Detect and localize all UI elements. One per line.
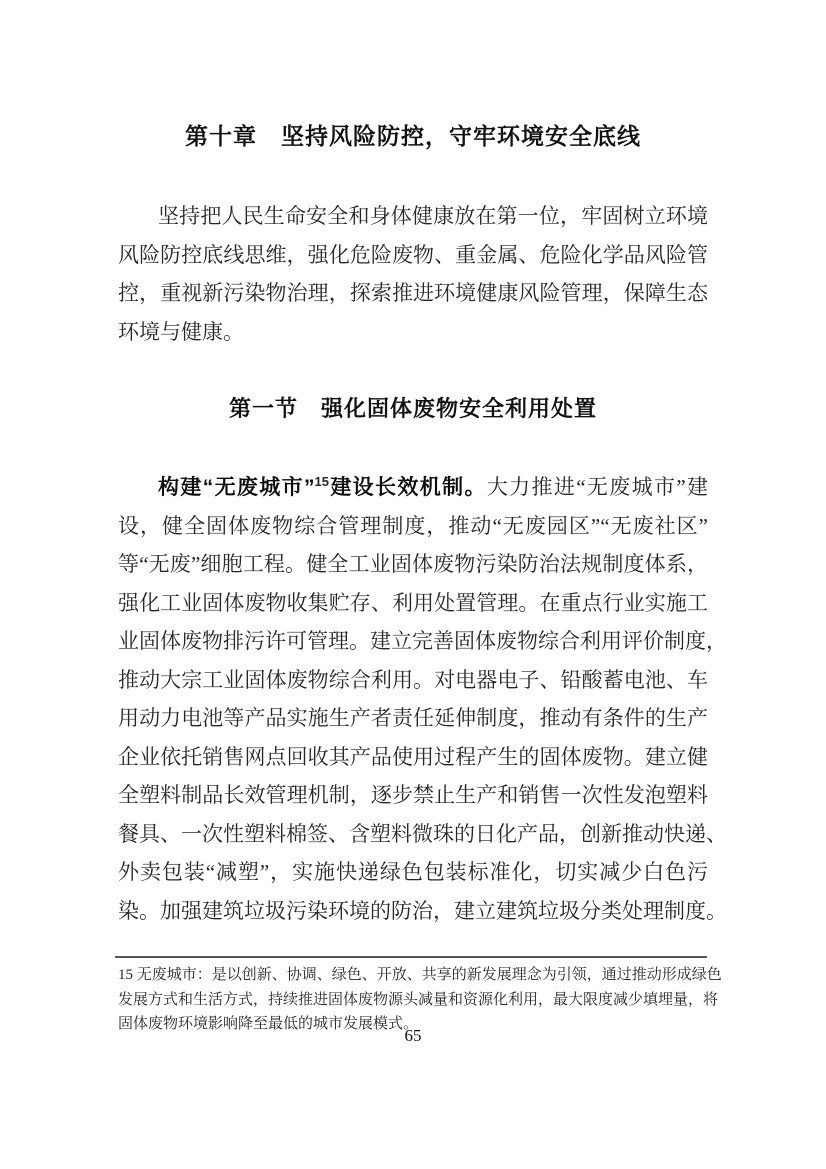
text-line: 控，重视新污染物治理，探索推进环境健康风险管理，保障生态 bbox=[118, 281, 708, 305]
section-title: 第一节 强化固体废物安全利用处置 bbox=[228, 396, 597, 421]
paragraph-first-line bbox=[118, 468, 708, 507]
text-line: 全塑料制品长效管理机制，逐步禁止生产和销售一次性发泡塑料 bbox=[118, 783, 708, 807]
text-line: 固体废物环境影响降至最低的城市发展模式。 bbox=[118, 1016, 419, 1033]
text-line: 坚持把人民生命安全和身体健康放在第一位，牢固树立环境 bbox=[158, 204, 708, 228]
first-line-regular-text: 大力推进“无废城市”建 bbox=[486, 475, 709, 499]
section-paragraph bbox=[118, 468, 727, 930]
footnote-reference: 15 bbox=[314, 474, 329, 489]
text-line: 15 无废城市：是以创新、协调、绿色、开放、共享的新发展理念为引领，通过推动形成绿色 bbox=[118, 967, 722, 983]
footnote-divider bbox=[115, 956, 707, 958]
text-line: 强化工业固体废物收集贮存、利用处置管理。在重点行业实施工 bbox=[118, 590, 708, 615]
text-line: 业固体废物排污许可管理。建立完善固体废物综合利用评价制度， bbox=[118, 629, 727, 653]
chapter-intro-paragraph bbox=[118, 197, 708, 351]
text-line: 等“无废”细胞工程。健全工业固体废物污染防治法规制度体系， bbox=[118, 552, 708, 576]
text-line: 染。加强建筑垃圾污染环境的防治，建立建筑垃圾分类处理制度。 bbox=[118, 898, 727, 923]
page-content bbox=[118, 0, 727, 1169]
text-line: 餐具、一次性塑料棉签、含塑料微珠的日化产品，创新推动快递、 bbox=[118, 821, 727, 846]
text-line: 设，健全固体废物综合管理制度，推动“无废园区”“无废社区” bbox=[118, 513, 708, 538]
text-line: 发展方式和生活方式，持续推进固体废物源头减量和资源化利用，最大限度减少填埋量，将 bbox=[118, 991, 719, 1008]
bold-lead-text-after: 建设长效机制。 bbox=[328, 476, 487, 499]
text-line: 外卖包装“减塑”，实施快递绿色包装标准化，切实减少白色污 bbox=[118, 860, 708, 884]
page-number: 65 bbox=[404, 1026, 422, 1045]
text-line: 环境与健康。 bbox=[118, 319, 244, 344]
chapter-title: 第十章 坚持风险防控，守牢环境安全底线 bbox=[185, 124, 641, 149]
bold-lead-text: 构建“无废城市” bbox=[158, 476, 315, 499]
text-line: 用动力电池等产品实施生产者责任延伸制度，推动有条件的生产 bbox=[118, 706, 708, 730]
text-line: 风险防控底线思维，强化危险废物、重金属、危险化学品风险管 bbox=[118, 242, 708, 267]
text-line: 推动大宗工业固体废物综合利用。对电器电子、铅酸蓄电池、车 bbox=[118, 667, 708, 692]
paragraph-lines bbox=[118, 507, 727, 931]
text-line: 企业依托销售网点回收其产品使用过程产生的固体废物。建立健 bbox=[118, 744, 708, 769]
